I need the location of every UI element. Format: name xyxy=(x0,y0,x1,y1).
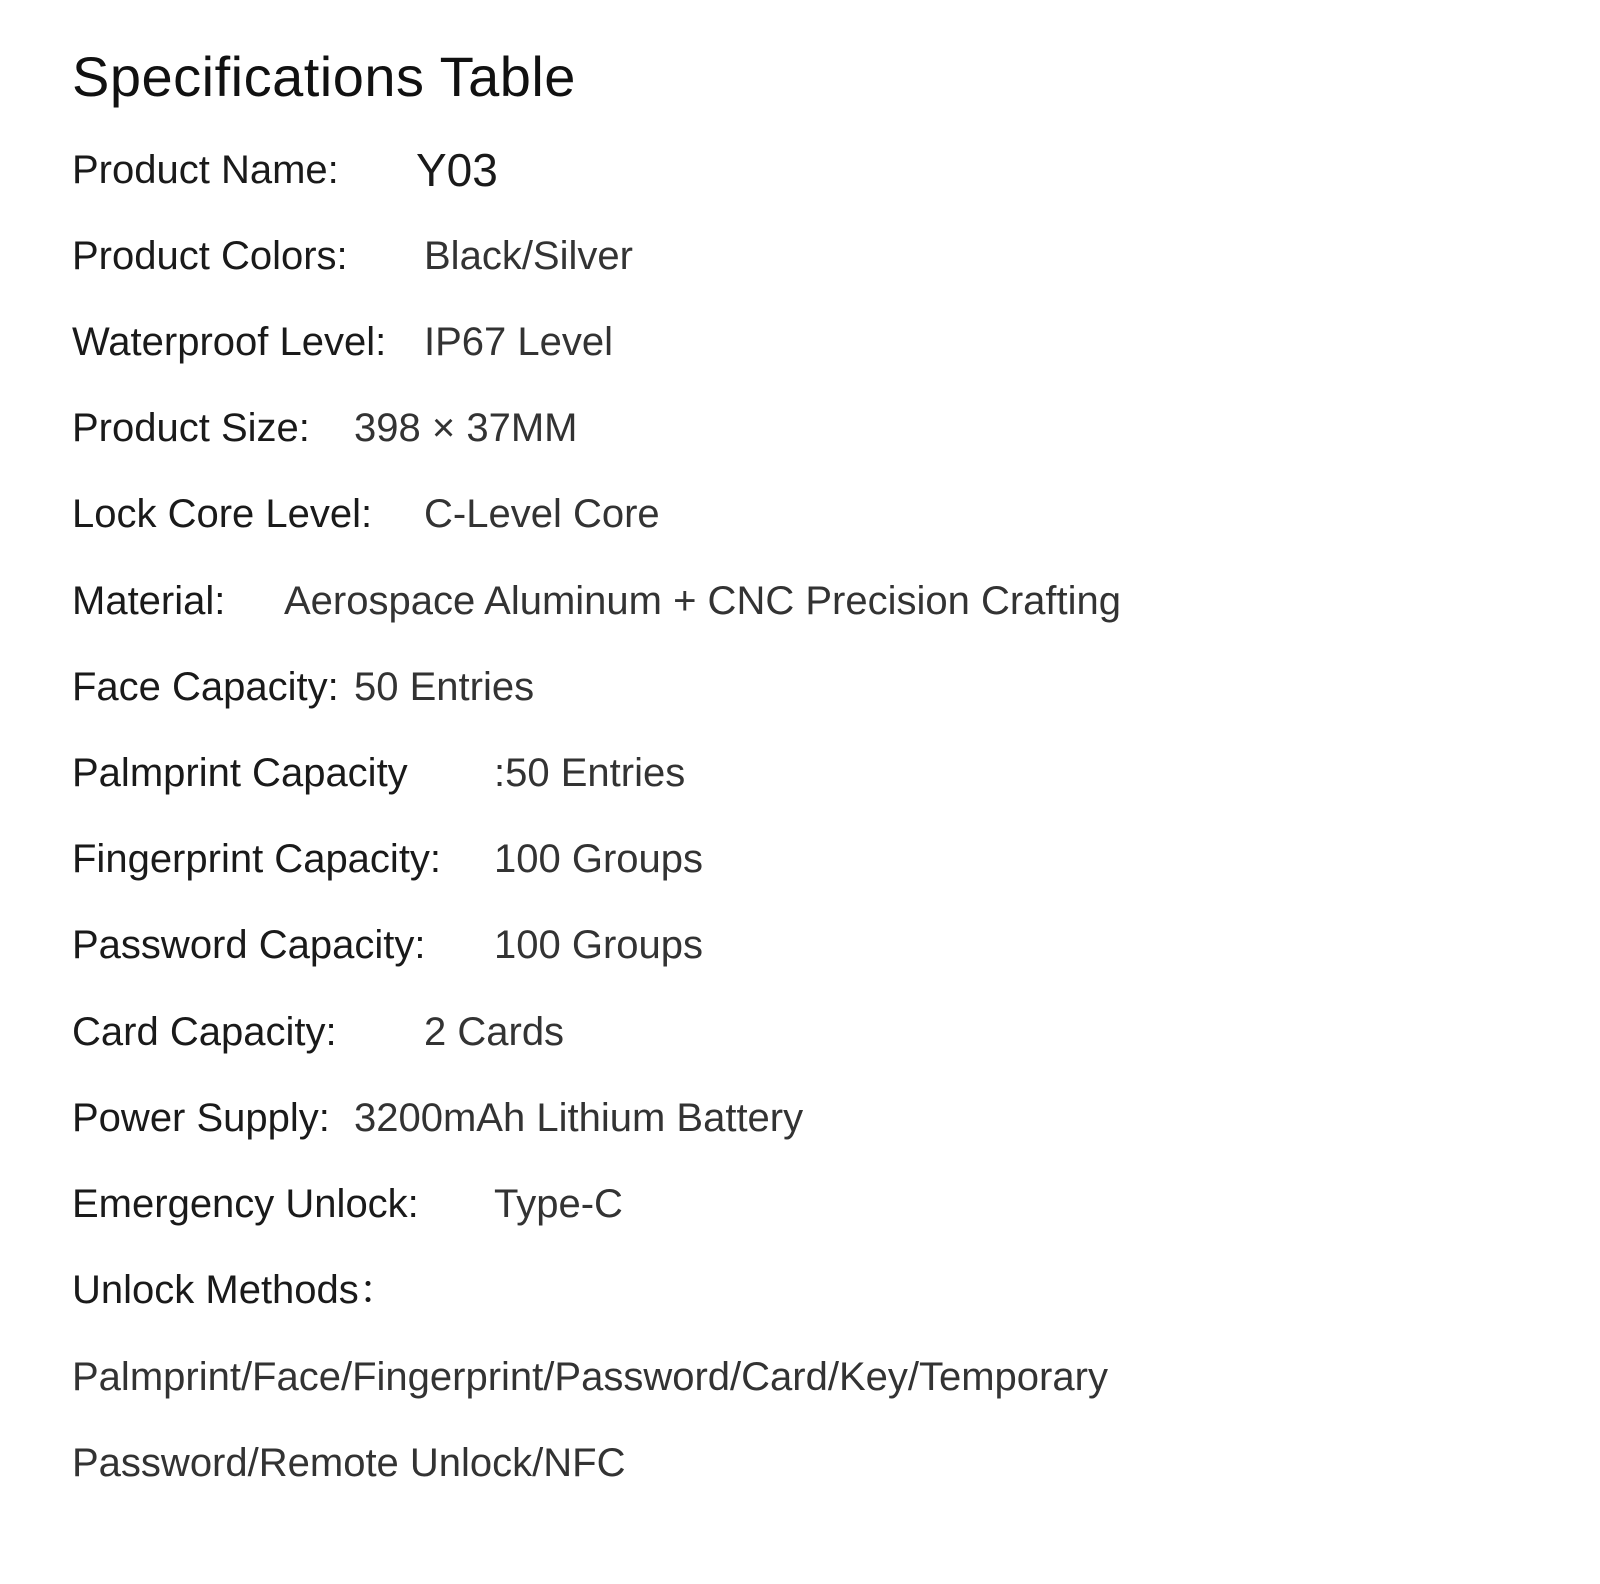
spec-row-power-supply xyxy=(72,1088,1552,1148)
spec-value: Aerospace Aluminum + CNC Precision Crafting xyxy=(284,579,1122,623)
spec-value: 100 Groups xyxy=(494,923,704,967)
spec-label: Power Supply: xyxy=(72,1096,330,1140)
spec-row-password-capacity xyxy=(72,915,1552,975)
spec-row-face-capacity xyxy=(72,657,1552,717)
spec-row-product-colors xyxy=(72,226,1552,286)
spec-row-emergency-unlock xyxy=(72,1174,1552,1234)
spec-value: IP67 Level xyxy=(424,320,614,364)
spec-label: Emergency Unlock: xyxy=(72,1182,419,1226)
spec-label: Palmprint Capacity xyxy=(72,751,408,795)
spec-value: 3200mAh Lithium Battery xyxy=(354,1096,804,1140)
spec-value: 2 Cards xyxy=(424,1010,565,1054)
spec-label: Product Size: xyxy=(72,406,310,450)
spec-label: Material: xyxy=(72,579,226,623)
spec-label: Card Capacity: xyxy=(72,1010,337,1054)
spec-label: Product Colors: xyxy=(72,234,348,278)
spec-value: 100 Groups xyxy=(494,837,704,881)
spec-row-lock-core-level xyxy=(72,484,1552,544)
spec-label: Lock Core Level: xyxy=(72,492,373,536)
spec-label: Face Capacity: xyxy=(72,665,339,709)
spec-row-card-capacity xyxy=(72,1002,1552,1062)
spec-row-unlock-methods xyxy=(72,1260,1552,1320)
spec-value: Black/Silver xyxy=(424,234,633,278)
spec-value: 398 × 37MM xyxy=(354,406,578,450)
spec-value: C-Level Core xyxy=(424,492,660,536)
spec-row-product-name xyxy=(72,140,1552,200)
unlock-methods-line-2: Password/Remote Unlock/NFC xyxy=(72,1441,626,1485)
spec-label: Waterproof Level: xyxy=(72,320,387,364)
spec-label: Unlock Methods： xyxy=(72,1268,399,1312)
page-title: Specifications Table xyxy=(72,45,576,108)
spec-row-product-size xyxy=(72,398,1552,458)
spec-row-waterproof-level xyxy=(72,312,1552,372)
unlock-methods-line-1: Palmprint/Face/Fingerprint/Password/Card/Key/Temporary xyxy=(72,1355,1108,1399)
spec-label: Fingerprint Capacity: xyxy=(72,837,442,881)
spec-row-fingerprint-capacity xyxy=(72,829,1552,889)
spec-value: Y03 xyxy=(416,144,498,196)
spec-value: :50 Entries xyxy=(494,751,686,795)
spec-label: Product Name: xyxy=(72,148,339,192)
spec-row-material xyxy=(72,571,1552,631)
spec-value: Type-C xyxy=(494,1182,623,1226)
spec-value: 50 Entries xyxy=(354,665,535,709)
spec-label: Password Capacity: xyxy=(72,923,426,967)
spec-row-palmprint-capacity xyxy=(72,743,1552,803)
